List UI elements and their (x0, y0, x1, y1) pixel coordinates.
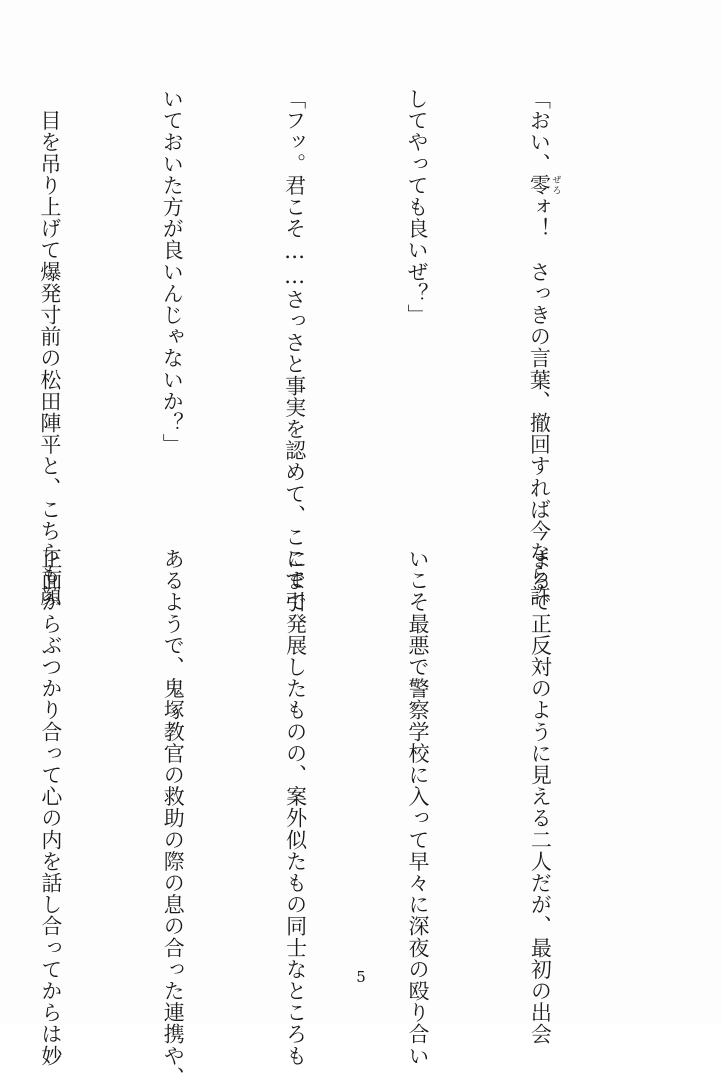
text-block-top (0, 88, 642, 613)
text-line: いておいた方が良いんじゃないか？」 (160, 88, 185, 456)
text-line: いこそ最悪で警察学校に入って早々に深夜の殴り合い (406, 548, 431, 1067)
text-line: にまで発展したものの、案外似たもの同士なところも (283, 548, 308, 1067)
ruby-annotation: 零 ぜろ (527, 174, 561, 197)
text-line: 正面からぶつかり合って心の内を話し合ってからは妙 (38, 548, 63, 1067)
text-line: 「フッ。君こそ……さっさと事実を認めて、ここで引 (282, 88, 307, 613)
page-number: 5 (356, 968, 366, 986)
ruby-reading: ぜろ (550, 174, 561, 196)
text-line: 目を吊り上げて爆発寸前の松田陣平と、こちらも顔 (37, 88, 62, 607)
text-block-bottom (0, 548, 642, 1088)
text-line: してやっても良いぜ？」 (405, 88, 430, 326)
text-line: まるで正反対のように見える二人だが、最初の出会 (528, 548, 553, 1045)
text-line: あるようで、鬼塚教官の救助の際の息の合った連携や、 (161, 548, 186, 1088)
text-line: 「おい、零 ぜろォ！ さっきの言葉、撤回すれば今なら許 (527, 88, 561, 607)
